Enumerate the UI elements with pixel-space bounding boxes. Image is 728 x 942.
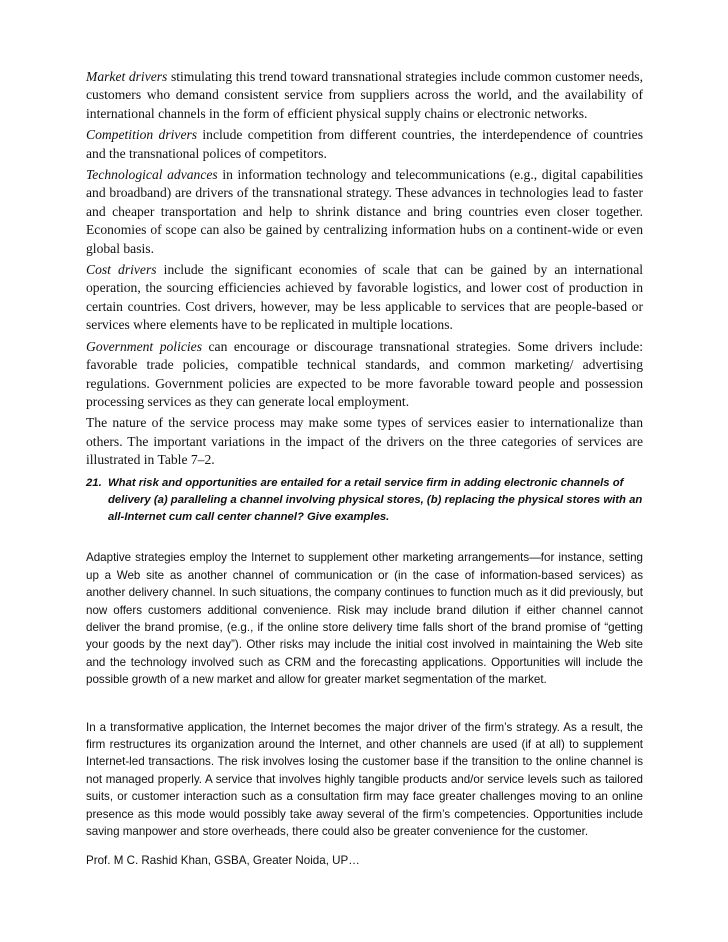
question-number: 21. — [86, 476, 102, 489]
question-21 — [86, 475, 643, 527]
text-technological-advances: in information technology and telecommunications (e.g., digital capabilities and broadband) are drivers of the transnational strategy. These advances in technologies lead to faster and cheaper transportation and help to shrink distance and bring countries even closer together. Economies of scope can also be gained by centralizing information hubs on a continent-wide or even global basis. — [86, 167, 643, 256]
page-footer: Prof. M C. Rashid Khan, GSBA, Greater Noida, UP… — [86, 853, 360, 867]
paragraph-cost-drivers — [86, 261, 643, 335]
term-government-policies: Government policies — [86, 338, 202, 354]
paragraph-market-drivers — [86, 68, 643, 123]
question-text: What risk and opportunities are entailed for a retail service firm in adding electronic channels of delivery (a) paralleling a channel involving physical stores, (b) replacing the physical stores with an all-Internet cum call center channel? Give examples. — [108, 476, 643, 524]
term-technological-advances: Technological advances — [86, 167, 218, 183]
text-cost-drivers: include the significant economies of scale that can be gained by an international operation, the sourcing efficiencies achieved by favorable logistics, and lower cost of production in certain countries. Cost drivers, however, may be less applicable to services that are people-based or services where elements have to be replicated in multiple locations. — [86, 262, 644, 333]
text-market-drivers: stimulating this trend toward transnational strategies include common customer needs, customers who demand consistent service from suppliers across the world, and the availability of international channels in the form of efficient physical supply chains or electronic networks. — [86, 69, 643, 121]
document-page — [86, 68, 643, 869]
term-market-drivers: Market drivers — [86, 69, 168, 84]
text-competition-drivers: include competition from different countries, the interdependence of countries and the transnational polices of competitors. — [86, 127, 643, 161]
paragraph-competition-drivers — [86, 126, 643, 163]
term-competition-drivers: Competition drivers — [86, 127, 198, 143]
term-cost-drivers: Cost drivers — [86, 262, 157, 278]
paragraph-technological-advances — [86, 166, 643, 258]
paragraph-service-nature: The nature of the service process may make some types of services easier to internationalize than others. The important variations in the impact of the drivers on the three categories of services are illustrated in Table 7–2. — [86, 415, 643, 468]
text-government-policies: can encourage or discourage transnational strategies. Some drivers include: favorable trade policies, compatible technical standards, and common marketing/ advertising regulations. Government policies are expected to be more favorable toward people and possession processing services as they can generate local employment. — [86, 338, 644, 409]
answer-transformative-application: In a transformative application, the Internet becomes the major driver of the firm’s strategy. As a result, the firm restructures its organization around the Internet, and other channels are used (if at all) to supplement Internet-led transactions. The risk involves losing the customer base if the transition to the online channel is not managed properly. A service that involves highly tangible products and/or service levels such as tailored suits, or customer interaction such as a consultation firm may face greater challenges moving to an online presence as this mode would possibly take away several of the firm’s competencies. Opportunities include saving manpower and store overheads, there could also be greater convenience for the customer. — [86, 720, 643, 839]
paragraph-government-policies — [86, 338, 643, 412]
answer-adaptive-strategies: Adaptive strategies employ the Internet to supplement other marketing arrangements—for instance, setting up a Web site as another channel of communication or (in the case of information-based services) as another delivery channel. In such situations, the company continues to function much as it did previously, but now offers customers additional convenience. Risk may include brand dilution if either channel cannot deliver the brand promise, (e.g., if the online store delivery time falls short of the brand promise of “getting your goods by the next day”). Other risks may include the initial cost involved in maintaining the Web site and the technology involved such as CRM and the forecasting applications. Opportunities will include the possible growth of a new market and allow for greater market segmentation of the market. — [86, 551, 643, 687]
